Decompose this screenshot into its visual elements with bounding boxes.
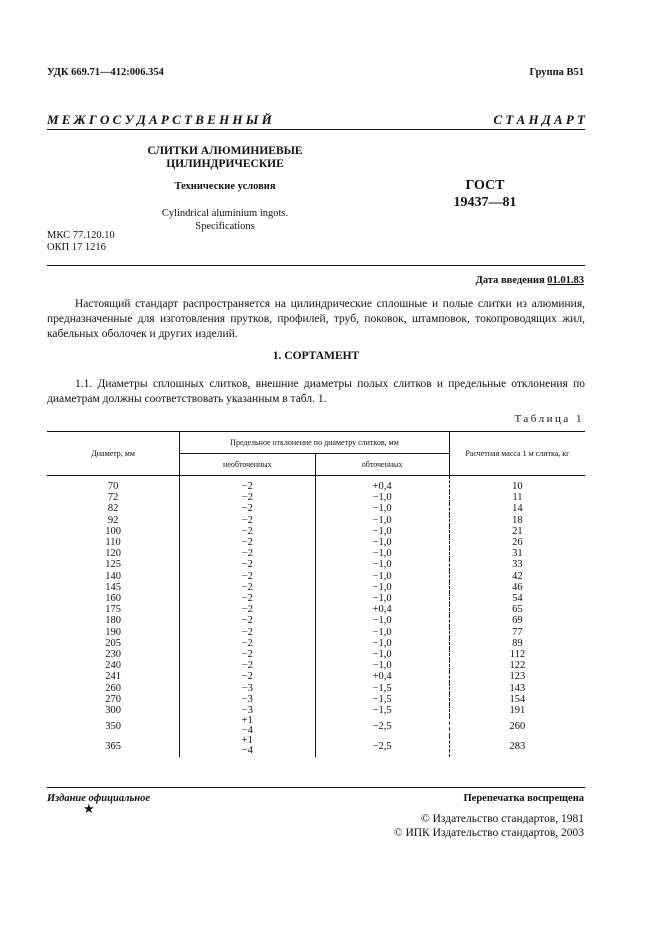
cell-unmachined: −2 (180, 649, 315, 660)
official-edition: Издание официальное (47, 793, 151, 804)
cell-machined: −1,0 (315, 638, 449, 649)
cell-machined: −1,0 (315, 627, 449, 638)
cell-diameter: 230 (47, 649, 180, 660)
cell-unmachined: −3 (180, 694, 315, 705)
cell-machined: −1,0 (315, 660, 449, 671)
cell-unmachined (180, 736, 315, 756)
effective-date: Дата введения 01.01.83 (475, 275, 584, 286)
document-title: СЛИТКИ АЛЮМИНИЕВЫЕ ЦИЛИНДРИЧЕСКИЕ (147, 145, 303, 170)
gost-designation: ГОСТ 19437—81 (453, 178, 517, 210)
cell-diameter: 160 (47, 593, 180, 604)
cell-unmachined: −2 (180, 537, 315, 548)
cell-mass: 123 (509, 671, 526, 683)
table-row (47, 694, 585, 705)
effective-date-value: 01.01.83 (547, 275, 584, 286)
cell-unmachined: −2 (180, 476, 315, 493)
cell-machined: +0,4 (315, 604, 449, 615)
header-machined: обточенных (315, 454, 449, 476)
tolerance-plus: +1 (241, 735, 253, 747)
cell-diameter: 145 (47, 582, 180, 593)
cell-unmachined: −2 (180, 559, 315, 570)
cell-mass: 112 (509, 649, 526, 661)
cell-machined: −1,0 (315, 492, 449, 503)
cell-diameter: 110 (47, 537, 180, 548)
cell-machined: −1,5 (315, 683, 449, 694)
table-row (47, 503, 585, 514)
cell-unmachined: −2 (180, 604, 315, 615)
cell-diameter: 72 (47, 492, 180, 503)
document-subtitle: Технические условия (174, 181, 276, 192)
cell-mass: 77 (512, 626, 523, 638)
cell-unmachined: −2 (180, 526, 315, 537)
table-row (47, 736, 585, 756)
table-row (47, 660, 585, 671)
table-row (47, 615, 585, 626)
cell-machined: −1,0 (315, 503, 449, 514)
cell-diameter: 175 (47, 604, 180, 615)
cell-mass: 21 (512, 525, 523, 537)
table-row (47, 526, 585, 537)
title-rule (47, 265, 585, 266)
table-row (47, 571, 585, 582)
header-deviation: Предельное отклонение по диаметру слитков, мм (180, 432, 450, 454)
table-row (47, 559, 585, 570)
cell-machined: −2,5 (315, 716, 449, 736)
english-title: Cylindrical aluminium ingots. Specifications (161, 208, 289, 232)
table-row (47, 627, 585, 638)
table-row (47, 548, 585, 559)
cell-machined: −1,0 (315, 615, 449, 626)
cell-unmachined: −2 (180, 671, 315, 682)
cell-diameter: 120 (47, 548, 180, 559)
header-mass: Расчетная масса 1 м слитка, кг (449, 432, 585, 476)
footer-rule (47, 787, 585, 788)
cell-machined: −1,5 (315, 705, 449, 716)
cell-diameter: 140 (47, 571, 180, 582)
table-row (47, 671, 585, 682)
standard-banner (47, 112, 585, 128)
cell-diameter: 180 (47, 615, 180, 626)
header-diameter: Диаметр, мм (47, 432, 180, 476)
cell-mass: 154 (509, 693, 526, 705)
cell-unmachined: −2 (180, 615, 315, 626)
table-row (47, 604, 585, 615)
cell-machined: −1,0 (315, 515, 449, 526)
reprint-notice: Перепечатка воспрещена (463, 793, 584, 804)
cell-mass: 11 (512, 492, 523, 504)
cell-diameter: 270 (47, 694, 180, 705)
cell-machined: −1,5 (315, 694, 449, 705)
cell-machined: −1,0 (315, 649, 449, 660)
cell-mass: 31 (512, 548, 523, 560)
star-icon: ★ (83, 801, 95, 816)
table-row (47, 515, 585, 526)
cell-unmachined: −2 (180, 660, 315, 671)
table-row (47, 537, 585, 548)
table-row (47, 593, 585, 604)
cell-diameter: 70 (47, 476, 180, 493)
cell-diameter: 350 (47, 716, 180, 736)
header-unmachined: необточенных (180, 454, 315, 476)
cell-mass: 89 (512, 637, 523, 649)
cell-mass: 10 (512, 481, 523, 492)
cell-mass: 18 (512, 514, 523, 526)
cell-mass: 26 (512, 537, 523, 549)
cell-unmachined: −2 (180, 638, 315, 649)
cell-diameter: 241 (47, 671, 180, 682)
cell-machined: +0,4 (315, 671, 449, 682)
cell-diameter: 190 (47, 627, 180, 638)
mks-code: МКС 77.120.10 (47, 230, 115, 241)
cell-mass: 191 (509, 705, 526, 717)
table-row (47, 705, 585, 716)
cell-machined: −1,0 (315, 593, 449, 604)
section-paragraph: 1.1. Диаметры сплошных слитков, внешние диаметры полых слитков и предельные отклонения по диаметрам должны соответствовать указанным в табл. 1. (47, 378, 585, 405)
scope-paragraph: Настоящий стандарт распространяется на цилиндрические сплошные и полые слитки из алюминия, предназначенные для изготовления прутков, профилей, труб, поковок, штамповок, токопроводящих жил, кабельных оболочек и других изделий. (47, 298, 585, 340)
cell-machined: −1,0 (315, 526, 449, 537)
ingot-table (47, 431, 585, 757)
cell-mass: 33 (512, 559, 523, 571)
cell-diameter: 365 (47, 736, 180, 756)
cell-machined: −1,0 (315, 548, 449, 559)
copyright-block (394, 812, 584, 840)
cell-machined: −1,0 (315, 559, 449, 570)
cell-unmachined: −2 (180, 593, 315, 604)
cell-mass: 122 (509, 660, 526, 672)
cell-diameter: 125 (47, 559, 180, 570)
cell-mass: 46 (512, 581, 523, 593)
cell-unmachined: −3 (180, 683, 315, 694)
classification-codes (47, 230, 115, 253)
cell-unmachined: −2 (180, 503, 315, 514)
cell-mass: 54 (512, 593, 523, 605)
cell-mass: 42 (512, 570, 523, 582)
cell-unmachined: −2 (180, 627, 315, 638)
cell-diameter: 205 (47, 638, 180, 649)
section-heading: 1. СОРТАМЕНТ (272, 350, 360, 362)
cell-machined: −1,0 (315, 582, 449, 593)
cell-mass: 143 (509, 682, 526, 694)
tolerance-minus: −4 (241, 745, 253, 757)
cell-diameter: 100 (47, 526, 180, 537)
cell-unmachined: −3 (180, 705, 315, 716)
table-row (47, 683, 585, 694)
banner-word-standard: С Т А Н Д А Р Т (493, 112, 585, 127)
table-label: Таблица 1 (514, 413, 584, 425)
copyright-2003: © ИПК Издательство стандартов, 2003 (393, 827, 584, 839)
cell-unmachined: −2 (180, 492, 315, 503)
cell-mass: 260 (509, 720, 526, 732)
group-code: Группа В51 (529, 67, 584, 78)
cell-unmachined: −2 (180, 548, 315, 559)
banner-word-interstate: М Е Ж Г О С У Д А Р С Т В Е Н Н Ы Й (47, 112, 272, 127)
cell-diameter: 82 (47, 503, 180, 514)
cell-unmachined: −2 (180, 515, 315, 526)
cell-machined: −2,5 (315, 736, 449, 756)
cell-diameter: 240 (47, 660, 180, 671)
table-row (47, 492, 585, 503)
cell-unmachined (180, 716, 315, 736)
banner-rule (47, 129, 585, 130)
cell-unmachined: −2 (180, 582, 315, 593)
cell-diameter: 260 (47, 683, 180, 694)
okp-code: ОКП 17 1216 (47, 241, 106, 253)
table-row (47, 649, 585, 660)
cell-diameter: 300 (47, 705, 180, 716)
udk-code: УДК 669.71—412:006.354 (47, 67, 164, 78)
cell-machined: −1,0 (315, 571, 449, 582)
copyright-1981: © Издательство стандартов, 1981 (420, 813, 584, 825)
tolerance-minus: −4 (241, 725, 253, 737)
table-row (47, 582, 585, 593)
cell-mass: 283 (509, 740, 526, 752)
cell-mass: 65 (512, 604, 523, 616)
cell-diameter: 92 (47, 515, 180, 526)
cell-mass: 69 (512, 615, 523, 627)
table-row (47, 476, 585, 493)
cell-machined: −1,0 (315, 537, 449, 548)
table-row (47, 716, 585, 736)
cell-unmachined: −2 (180, 571, 315, 582)
tolerance-plus: +1 (241, 715, 253, 727)
cell-mass: 14 (512, 503, 523, 515)
cell-machined: +0,4 (315, 476, 449, 493)
table-row (47, 638, 585, 649)
